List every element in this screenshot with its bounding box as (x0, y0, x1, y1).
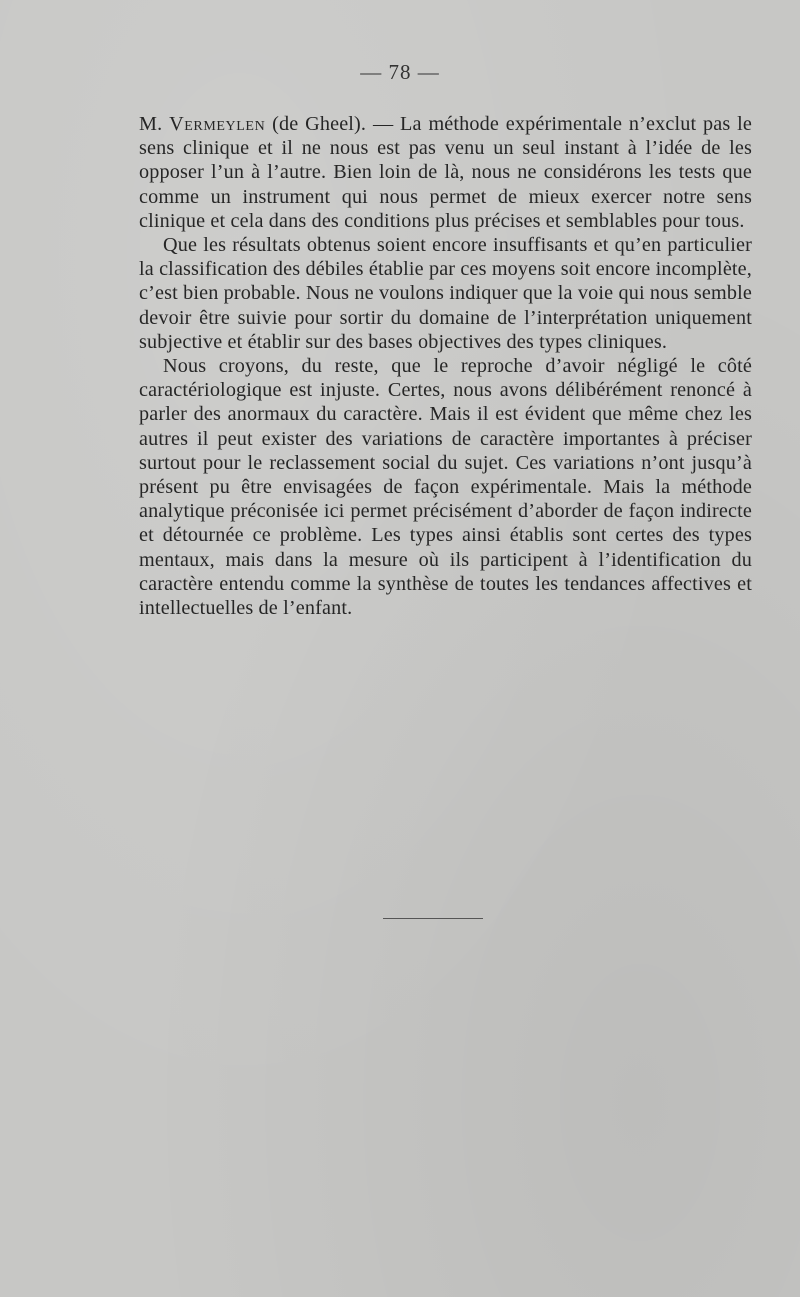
paragraph-3: Nous croyons, du reste, que le reproche d’avoir négligé le côté caractériologique est injuste. Certes, nous avons délibérément renoncé à parler des anormaux du caractère. Mais il est évident que même chez les autres il peut exister des variations de caractère importantes à préciser surtout pour le reclassement social du sujet. Ces variations n’ont jusqu’à présent pu être envisagées de façon expérimentale. Mais la méthode analytique préconisée ici permet précisément d’aborder de façon indirecte et détournée ce problème. Les types ainsi établis sont certes des types mentaux, mais dans la mesure où ils participent à l’identification du caractère entendu comme la synthèse de toutes les tendances affectives et intellectuelles de l’enfant. (139, 355, 752, 620)
paragraph-2: Que les résultats obtenus soient encore insuffisants et qu’en particulier la classification des débiles établie par ces moyens soit encore incomplète, c’est bien probable. Nous ne voulons indiquer que la voie qui nous semble devoir être suivie pour sortir du domaine de l’interprétation uniquement subjective et établir sur des bases objectives des types cliniques. (139, 234, 752, 353)
body-text (139, 112, 752, 620)
speaker-name: Vermeylen (169, 113, 266, 135)
speaker-prefix: M. (139, 113, 163, 135)
page-number: — 78 — (360, 60, 440, 84)
speaker-origin: (de Gheel). (272, 113, 367, 135)
paragraph-1-text: — La méthode expérimentale n’exclut pas le sens clinique et il ne nous est pas venu un seul instant à l’idée de les opposer l’un à l’autre. Bien loin de là, nous ne considérons les tests que comme un instrument qui nous permet de mieux exercer notre sens clinique et cela dans des conditions plus précises et semblables pour tous. (139, 113, 753, 232)
end-rule (383, 918, 483, 919)
paragraph-1 (139, 112, 752, 233)
